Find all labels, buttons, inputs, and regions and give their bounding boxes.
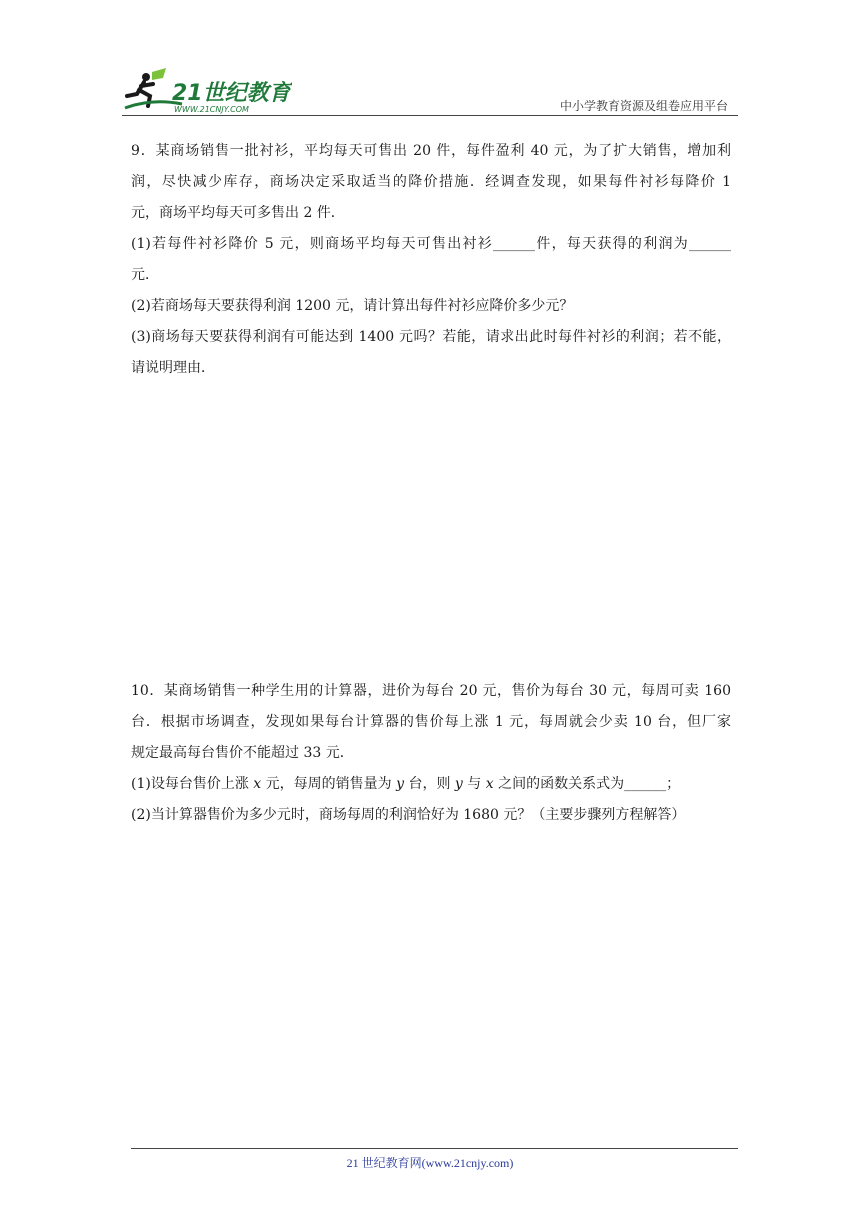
q10-part1-text-e: 之间的函数关系式为______； [493, 776, 681, 792]
variable-y: y [396, 776, 405, 792]
q10-stem-line-2: 台．根据市场调查，发现如果每台计算器的售价每上涨 1 元，每周就会少卖 10 台，但厂家 [131, 714, 731, 730]
platform-slogan: 中小学教育资源及组卷应用平台 [559, 99, 728, 113]
site-logo [122, 68, 292, 116]
q9-stem-line-3: 元，商场平均每天可多售出 2 件． [131, 205, 345, 221]
variable-x: x [253, 776, 262, 792]
q10-stem-line-1: 10．某商场销售一种学生用的计算器，进价为每台 20 元，售价为每台 30 元，每周可卖 160 [131, 683, 731, 699]
question-9 [131, 136, 731, 384]
q10-part1-text-d: 与 [462, 776, 486, 792]
q9-part1-line-2: 元． [131, 267, 159, 283]
footer-divider [131, 1148, 738, 1149]
variable-x: x [485, 776, 494, 792]
variable-y: y [454, 776, 463, 792]
q10-part1 [131, 769, 731, 800]
q10-part1-text-b: 元，每周的销售量为 [261, 776, 397, 792]
q9-part3-line-1: (3)商场每天要获得利润有可能达到 1400 元吗？若能，请求出此时每件衬衫的利润；若不能， [131, 329, 731, 345]
q10-part1-text-c: 台，则 [404, 776, 455, 792]
logo-url: WWW.21CNJY.COM [174, 105, 249, 114]
q9-part3-line-2: 请说明理由． [131, 360, 215, 376]
q9-part1-line-1: (1)若每件衬衫降价 5 元，则商场平均每天可售出衬衫______件，每天获得的利润为______ [131, 236, 731, 252]
logo-text: 21世纪教育 [172, 81, 291, 106]
q10-part2: (2)当计算器售价为多少元时，商场每周的利润恰好为 1680 元？（主要步骤列方程解答） [131, 807, 686, 823]
q9-stem-line-1: 9．某商场销售一批衬衫，平均每天可售出 20 件，每件盈利 40 元，为了扩大销售，增加利 [131, 143, 731, 159]
q9-stem-line-2: 润，尽快减少库存，商场决定采取适当的降价措施．经调查发现，如果每件衬衫每降价 1 [131, 174, 731, 190]
question-10 [131, 676, 731, 831]
q10-part1-text-a: (1)设每台售价上涨 [131, 776, 254, 792]
q10-stem-line-3: 规定最高每台售价不能超过 33 元． [131, 745, 354, 761]
footer-link[interactable]: 21 世纪教育网(www.21cnjy.com) [346, 1156, 514, 1170]
q9-part2: (2)若商场每天要获得利润 1200 元，请计算出每件衬衫应降价多少元？ [131, 298, 574, 314]
header-divider [122, 115, 738, 116]
